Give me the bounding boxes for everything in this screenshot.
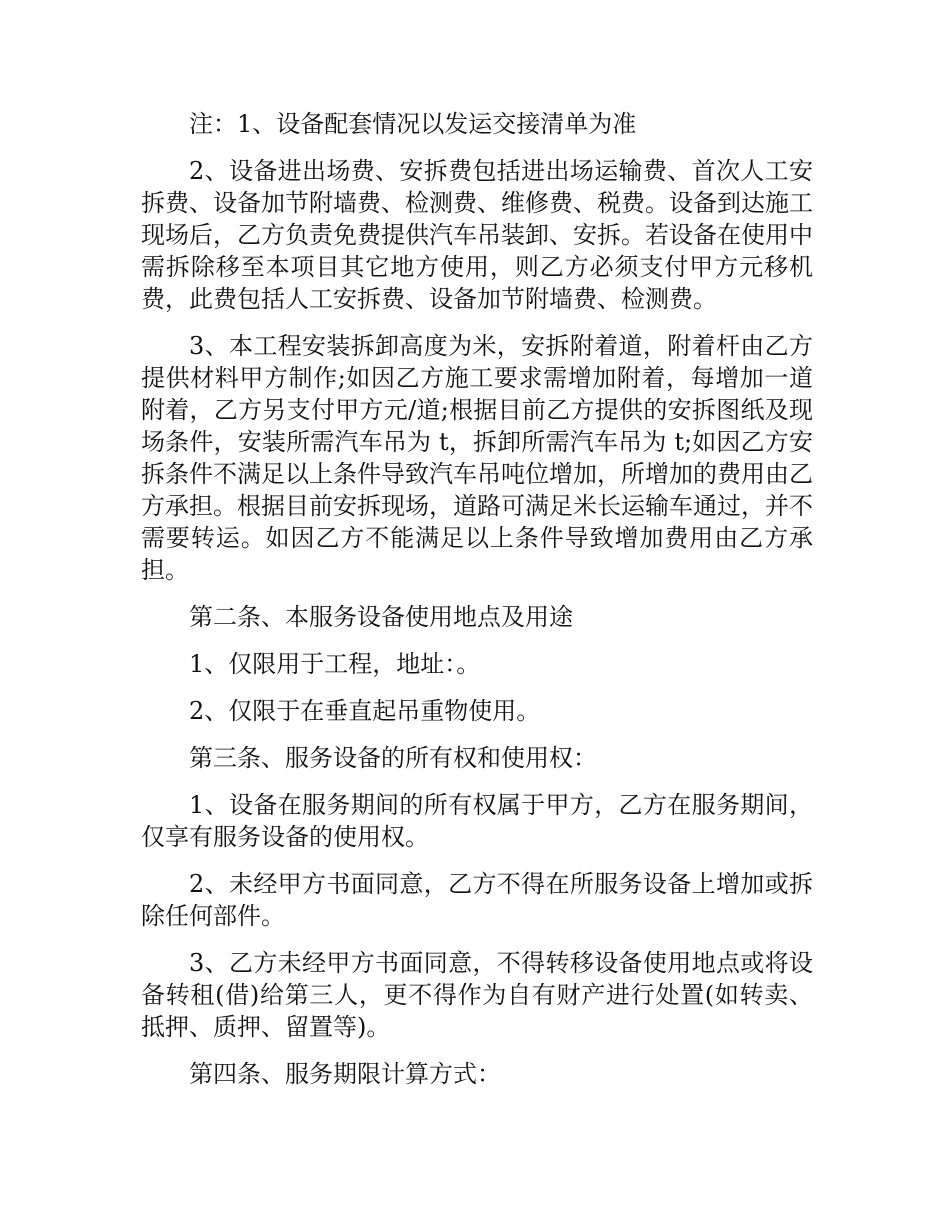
- document-body: [141, 108, 813, 1105]
- article-four-heading: 第四条、服务期限计算方式：: [189, 1060, 501, 1088]
- article-three-heading: 第三条、服务设备的所有权和使用权：: [189, 744, 597, 772]
- clause-entry-exit-fees: 2、设备进出场费、安拆费包括进出场运输费、首次人工安拆费、设备加节附墙费、检测费、维修费、税费。设备到达施工现场后，乙方负责免费提供汽车吊装卸、安拆。若设备在使用中需拆除移至本项目其它地方使用，则乙方必须支付甲方元移机费，此费包括人工安拆费、设备加节附墙费、检测费。: [141, 157, 813, 313]
- article-three-item-3: 3、乙方未经甲方书面同意，不得转移设备使用地点或将设备转租(借)给第三人，更不得作为自有财产进行处置(如转卖、抵押、质押、留置等)。: [141, 949, 813, 1041]
- article-two-item-1: 1、仅限用于工程，地址：。: [189, 650, 481, 678]
- article-three-item-1: 1、设备在服务期间的所有权属于甲方，乙方在服务期间，仅享有服务设备的使用权。: [141, 791, 813, 851]
- clause-installation-height: 3、本工程安装拆卸高度为米，安拆附着道，附着杆由乙方提供材料甲方制作;如因乙方施工要求需增加附着，每增加一道附着，乙方另支付甲方元/道;根据目前乙方提供的安拆图纸及现场条件，安装所需汽车吊为 t，拆卸所需汽车吊为 t;如因乙方安拆条件不满足以上条件导致汽车吊吨位增加，所增加的费用由乙方承担。根据目前安拆现场，道路可满足米长运输车通过，并不需要转运。如因乙方不能满足以上条件导致增加费用由乙方承担。: [141, 332, 813, 584]
- note-equipment-list: 注：1、设备配套情况以发运交接清单为准: [189, 110, 637, 138]
- article-two-heading: 第二条、本服务设备使用地点及用途: [189, 603, 573, 631]
- article-two-item-2: 2、仅限于在垂直起吊重物使用。: [189, 697, 541, 725]
- article-three-item-2: 2、未经甲方书面同意，乙方不得在所服务设备上增加或拆除任何部件。: [141, 870, 813, 930]
